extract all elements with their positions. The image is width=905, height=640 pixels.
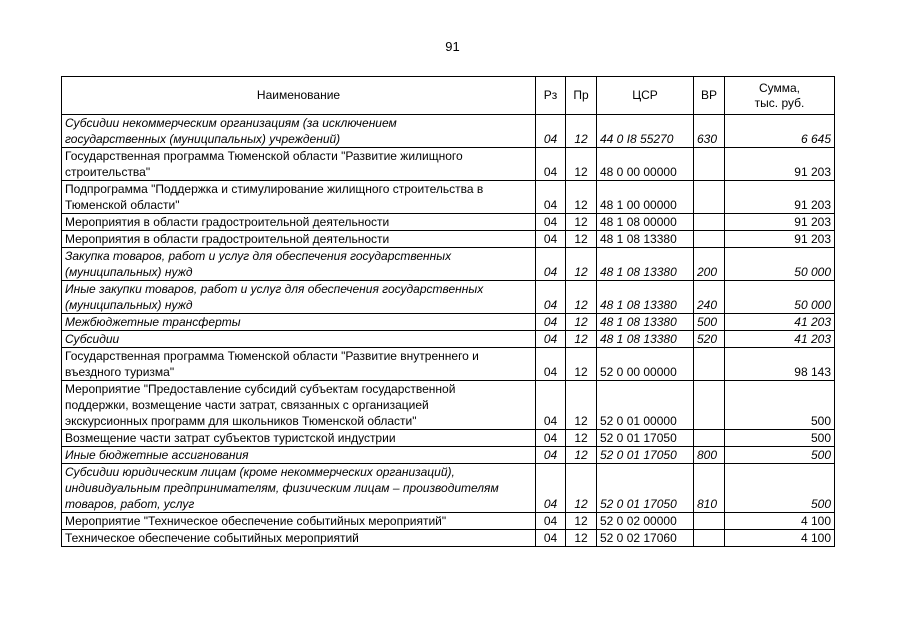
cell-vr: 200	[694, 248, 725, 281]
cell-pr: 12	[566, 314, 597, 331]
cell-csr: 48 1 08 13380	[597, 281, 694, 314]
cell-vr: 630	[694, 115, 725, 148]
cell-pr: 12	[566, 231, 597, 248]
cell-sum: 50 000	[725, 281, 835, 314]
cell-vr	[694, 530, 725, 547]
cell-sum: 98 143	[725, 348, 835, 381]
table-row	[62, 348, 835, 381]
cell-sum: 500	[725, 464, 835, 513]
cell-sum: 50 000	[725, 248, 835, 281]
cell-rz: 04	[536, 281, 566, 314]
cell-pr: 12	[566, 381, 597, 430]
cell-pr: 12	[566, 281, 597, 314]
table-row	[62, 148, 835, 181]
cell-csr: 48 1 08 13380	[597, 248, 694, 281]
cell-rz: 04	[536, 381, 566, 430]
cell-csr: 48 1 08 13380	[597, 231, 694, 248]
table-row	[62, 331, 835, 348]
cell-name: Мероприятия в области градостроительной деятельности	[62, 231, 536, 248]
table-header-row	[62, 77, 835, 115]
cell-sum: 91 203	[725, 181, 835, 214]
cell-name: Техническое обеспечение событийных мероприятий	[62, 530, 536, 547]
cell-csr: 48 1 08 13380	[597, 331, 694, 348]
cell-rz: 04	[536, 447, 566, 464]
header-vr: ВР	[694, 77, 725, 115]
cell-sum: 41 203	[725, 314, 835, 331]
cell-name: Государственная программа Тюменской области "Развитие внутреннего и въездного туризма"	[62, 348, 536, 381]
cell-csr: 48 1 00 00000	[597, 181, 694, 214]
cell-vr	[694, 214, 725, 231]
header-pr: Пр	[566, 77, 597, 115]
cell-sum: 6 645	[725, 115, 835, 148]
cell-name: Возмещение части затрат субъектов туристской индустрии	[62, 430, 536, 447]
cell-vr	[694, 348, 725, 381]
cell-rz: 04	[536, 464, 566, 513]
cell-pr: 12	[566, 348, 597, 381]
cell-name: Подпрограмма "Поддержка и стимулирование жилищного строительства в Тюменской области"	[62, 181, 536, 214]
table-row	[62, 530, 835, 547]
cell-pr: 12	[566, 430, 597, 447]
table-row	[62, 214, 835, 231]
cell-rz: 04	[536, 181, 566, 214]
cell-vr: 240	[694, 281, 725, 314]
table-row	[62, 381, 835, 430]
cell-name: Субсидии юридическим лицам (кроме некоммерческих организаций), индивидуальным предпринимателям, физическим лицам – производителям товаров, работ, услуг	[62, 464, 536, 513]
cell-name: Мероприятие "Техническое обеспечение событийных мероприятий"	[62, 513, 536, 530]
cell-pr: 12	[566, 181, 597, 214]
cell-sum: 91 203	[725, 231, 835, 248]
cell-csr: 52 0 01 00000	[597, 381, 694, 430]
cell-rz: 04	[536, 248, 566, 281]
cell-rz: 04	[536, 314, 566, 331]
cell-pr: 12	[566, 214, 597, 231]
cell-name: Мероприятие "Предоставление субсидий субъектам государственной поддержки, возмещение части затрат, связанных с организацией экскурсионных программ для школьников Тюменской области"	[62, 381, 536, 430]
table-row	[62, 464, 835, 513]
budget-table	[61, 76, 835, 547]
cell-vr: 520	[694, 331, 725, 348]
cell-rz: 04	[536, 513, 566, 530]
cell-vr: 810	[694, 464, 725, 513]
cell-sum: 500	[725, 381, 835, 430]
cell-vr	[694, 148, 725, 181]
cell-sum: 500	[725, 430, 835, 447]
cell-csr: 52 0 01 17050	[597, 447, 694, 464]
cell-name: Закупка товаров, работ и услуг для обеспечения государственных (муниципальных) нужд	[62, 248, 536, 281]
cell-csr: 48 0 00 00000	[597, 148, 694, 181]
cell-name: Межбюджетные трансферты	[62, 314, 536, 331]
cell-name: Иные закупки товаров, работ и услуг для обеспечения государственных (муниципальных) нужд	[62, 281, 536, 314]
cell-sum: 91 203	[725, 148, 835, 181]
cell-rz: 04	[536, 430, 566, 447]
cell-sum: 4 100	[725, 513, 835, 530]
table-row	[62, 281, 835, 314]
table-row	[62, 248, 835, 281]
cell-csr: 52 0 01 17050	[597, 464, 694, 513]
cell-csr: 52 0 02 17060	[597, 530, 694, 547]
cell-name: Мероприятия в области градостроительной деятельности	[62, 214, 536, 231]
cell-name: Субсидии	[62, 331, 536, 348]
cell-pr: 12	[566, 464, 597, 513]
cell-vr	[694, 430, 725, 447]
cell-csr: 52 0 00 00000	[597, 348, 694, 381]
cell-vr	[694, 513, 725, 530]
cell-vr	[694, 231, 725, 248]
table-row	[62, 513, 835, 530]
cell-vr: 800	[694, 447, 725, 464]
cell-rz: 04	[536, 148, 566, 181]
cell-pr: 12	[566, 513, 597, 530]
cell-rz: 04	[536, 115, 566, 148]
table-row	[62, 231, 835, 248]
header-sum: Сумма, тыс. руб.	[725, 77, 835, 115]
cell-pr: 12	[566, 248, 597, 281]
header-name: Наименование	[62, 77, 536, 115]
cell-sum: 91 203	[725, 214, 835, 231]
cell-rz: 04	[536, 348, 566, 381]
cell-name: Государственная программа Тюменской области "Развитие жилищного строительства"	[62, 148, 536, 181]
table-row	[62, 115, 835, 148]
cell-rz: 04	[536, 214, 566, 231]
table-row	[62, 314, 835, 331]
table-row	[62, 181, 835, 214]
cell-sum: 41 203	[725, 331, 835, 348]
cell-vr	[694, 381, 725, 430]
cell-sum: 4 100	[725, 530, 835, 547]
cell-csr: 48 1 08 13380	[597, 314, 694, 331]
cell-pr: 12	[566, 148, 597, 181]
cell-csr: 52 0 02 00000	[597, 513, 694, 530]
cell-rz: 04	[536, 331, 566, 348]
header-csr: ЦСР	[597, 77, 694, 115]
cell-csr: 44 0 I8 55270	[597, 115, 694, 148]
cell-rz: 04	[536, 231, 566, 248]
cell-pr: 12	[566, 530, 597, 547]
page-number: 91	[445, 39, 460, 54]
cell-name: Иные бюджетные ассигнования	[62, 447, 536, 464]
cell-rz: 04	[536, 530, 566, 547]
cell-pr: 12	[566, 331, 597, 348]
cell-pr: 12	[566, 447, 597, 464]
cell-name: Субсидии некоммерческим организациям (за исключением государственных (муниципальных) учреждений)	[62, 115, 536, 148]
cell-vr: 500	[694, 314, 725, 331]
table-row	[62, 430, 835, 447]
table-row	[62, 447, 835, 464]
cell-sum: 500	[725, 447, 835, 464]
cell-pr: 12	[566, 115, 597, 148]
cell-csr: 48 1 08 00000	[597, 214, 694, 231]
header-rz: Рз	[536, 77, 566, 115]
cell-csr: 52 0 01 17050	[597, 430, 694, 447]
cell-vr	[694, 181, 725, 214]
